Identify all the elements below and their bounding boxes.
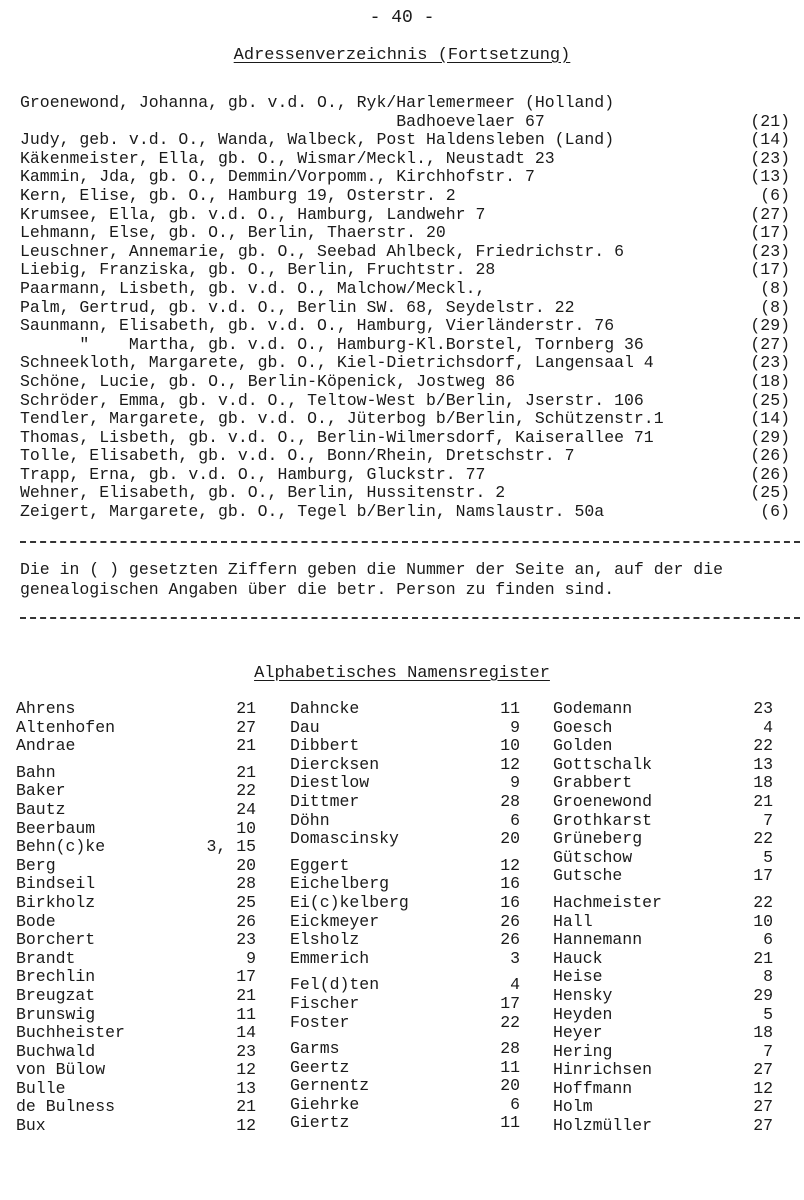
- index-entry: [290, 875, 520, 894]
- index-name: Buchheister: [16, 1023, 125, 1043]
- index-entry: [553, 1117, 773, 1136]
- index-entry: [290, 995, 520, 1014]
- index-entry: [290, 812, 520, 831]
- index-name: Altenhofen: [16, 717, 116, 737]
- index-page-number: 3, 15: [206, 837, 256, 857]
- index-entry: [553, 1024, 773, 1043]
- index-name: von Bülow: [16, 1060, 106, 1080]
- index-entry: [16, 1117, 256, 1136]
- index-name: de Bulness: [16, 1097, 116, 1117]
- address-entry: [20, 373, 800, 392]
- index-page-number: 18: [753, 773, 773, 793]
- address-page-ref: (27): [750, 204, 790, 224]
- address-page-ref: (23): [750, 353, 790, 373]
- index-entry: [553, 793, 773, 812]
- index-page-number: 6: [763, 930, 773, 950]
- index-page-number: 5: [763, 847, 773, 867]
- index-entry: [553, 700, 773, 719]
- index-name: Dittmer: [290, 791, 360, 811]
- index-entry: [16, 700, 256, 719]
- index-entry: [16, 764, 256, 783]
- divider-top: [20, 541, 800, 543]
- index-name: Goesch: [553, 717, 613, 737]
- index-page-number: 26: [500, 911, 520, 931]
- index-name: Hannemann: [553, 930, 643, 950]
- address-entry: [20, 503, 800, 522]
- index-page-number: 20: [500, 1076, 520, 1096]
- index-page-number: 13: [236, 1078, 256, 1098]
- index-entry: [290, 1077, 520, 1096]
- index-page-number: 21: [236, 736, 256, 756]
- index-name: Ahrens: [16, 699, 76, 718]
- index-name: Gütschow: [553, 847, 633, 867]
- index-entry: [553, 1098, 773, 1117]
- index-entry: [553, 830, 773, 849]
- address-entry: [20, 94, 800, 113]
- address-text: Judy, geb. v.d. O., Wanda, Walbeck, Post Haldensleben (Land): [20, 130, 615, 150]
- index-name: Hall: [553, 911, 593, 931]
- address-entry: [20, 113, 800, 132]
- address-entry: [20, 447, 800, 466]
- index-entry: [290, 1040, 520, 1059]
- index-page-number: 22: [753, 892, 773, 912]
- index-name: Behn(c)ke: [16, 837, 106, 857]
- index-entry: [290, 913, 520, 932]
- index-page-number: 12: [236, 1116, 256, 1136]
- address-page-ref: (17): [750, 223, 790, 243]
- index-entry: [553, 812, 773, 831]
- index-page-number: 23: [236, 930, 256, 950]
- index-entry: [290, 719, 520, 738]
- address-text: Liebig, Franziska, gb. O., Berlin, Fruchtstr. 28: [20, 260, 496, 280]
- address-text: Leuschner, Annemarie, gb. O., Seebad Ahlbeck, Friedrichstr. 6: [20, 241, 624, 261]
- index-entry: [16, 1061, 256, 1080]
- index-entry: [290, 1114, 520, 1133]
- index-page-number: 11: [500, 699, 520, 718]
- page-number: - 40 -: [369, 8, 435, 28]
- index-entry: [16, 968, 256, 987]
- index-name: Emmerich: [290, 948, 370, 968]
- address-entry: [20, 280, 800, 299]
- index-page-number: 10: [500, 736, 520, 756]
- index-page-number: 21: [236, 762, 256, 782]
- index-page-number: 10: [236, 818, 256, 838]
- address-directory-heading-text: Adressenverzeichnis (Fortsetzung): [233, 46, 571, 65]
- index-name: Garms: [290, 1039, 340, 1059]
- address-text: Tendler, Margarete, gb. v.d. O., Jüterbog b/Berlin, Schützenstr.1: [20, 409, 664, 429]
- index-entry: [553, 894, 773, 913]
- index-entry: [553, 774, 773, 793]
- address-text: Trapp, Erna, gb. v.d. O., Hamburg, Gluckstr. 77: [20, 464, 486, 484]
- index-name: Eichelberg: [290, 874, 390, 894]
- index-page-number: 29: [753, 985, 773, 1005]
- index-entry: [16, 875, 256, 894]
- index-page-number: 6: [510, 810, 520, 830]
- index-entry: [290, 737, 520, 756]
- address-entry: [20, 484, 800, 503]
- index-page-number: 22: [753, 736, 773, 756]
- index-entry: [553, 1080, 773, 1099]
- index-entry: [290, 976, 520, 995]
- index-entry: [16, 719, 256, 738]
- index-name: Breugzat: [16, 985, 96, 1005]
- index-name: Birkholz: [16, 892, 96, 912]
- address-page-ref: (14): [750, 130, 790, 150]
- name-index-heading-text: Alphabetisches Namensregister: [254, 664, 550, 683]
- index-name: Gutsche: [553, 866, 623, 886]
- address-page-ref: (26): [750, 446, 790, 466]
- index-name: Golden: [553, 736, 613, 756]
- index-page-number: 11: [500, 1113, 520, 1133]
- index-entry: [290, 756, 520, 775]
- index-page-number: 12: [500, 754, 520, 774]
- index-name: Buchwald: [16, 1041, 96, 1061]
- index-entry: [16, 838, 256, 857]
- address-page-ref: (13): [750, 167, 790, 187]
- index-entry: [16, 950, 256, 969]
- index-name: Heise: [553, 967, 603, 987]
- index-page-number: 21: [753, 948, 773, 968]
- address-text: Schöne, Lucie, gb. O., Berlin-Köpenick, Jostweg 86: [20, 371, 516, 391]
- index-page-number: 18: [753, 1023, 773, 1043]
- address-page-ref: (8): [760, 297, 790, 317]
- index-page-number: 6: [510, 1094, 520, 1114]
- index-name: Brandt: [16, 948, 76, 968]
- name-index-heading: [0, 664, 804, 683]
- index-page-number: 24: [236, 799, 256, 819]
- address-text: Schröder, Emma, gb. v.d. O., Teltow-West b/Berlin, Jserstr. 106: [20, 390, 644, 410]
- index-entry: [16, 1098, 256, 1117]
- address-page-ref: (6): [760, 502, 790, 522]
- index-page-number: 11: [500, 1057, 520, 1077]
- index-name: Ei(c)kelberg: [290, 892, 409, 912]
- index-page-number: 4: [763, 717, 773, 737]
- index-page-number: 21: [236, 699, 256, 718]
- index-name: Holzmüller: [553, 1116, 653, 1136]
- index-page-number: 5: [763, 1004, 773, 1024]
- index-name: Dibbert: [290, 736, 360, 756]
- index-entry: [16, 782, 256, 801]
- index-entry: [16, 913, 256, 932]
- index-name: Holm: [553, 1097, 593, 1117]
- index-entry: [290, 931, 520, 950]
- index-name: Berg: [16, 855, 56, 875]
- index-entry: [553, 719, 773, 738]
- index-entry: [553, 737, 773, 756]
- address-text: Tolle, Elisabeth, gb. v.d. O., Bonn/Rhein, Dretschstr. 7: [20, 446, 575, 466]
- address-directory-heading: [0, 46, 804, 65]
- index-page-number: 17: [236, 967, 256, 987]
- index-name: Domascinsky: [290, 829, 399, 849]
- address-text: Thomas, Lisbeth, gb. v.d. O., Berlin-Wilmersdorf, Kaiserallee 71: [20, 427, 654, 447]
- index-page-number: 21: [236, 1097, 256, 1117]
- index-name: Diestlow: [290, 773, 370, 793]
- index-name: Bux: [16, 1116, 46, 1136]
- index-page-number: 12: [500, 855, 520, 875]
- index-entry: [553, 1006, 773, 1025]
- index-name: Heyer: [553, 1023, 603, 1043]
- address-page-ref: (27): [750, 334, 790, 354]
- index-entry: [553, 756, 773, 775]
- index-entry: [16, 801, 256, 820]
- index-page-number: 4: [510, 975, 520, 995]
- index-entry: [553, 931, 773, 950]
- address-entry: [20, 410, 800, 429]
- divider-bottom: [20, 617, 800, 619]
- index-page-number: 7: [763, 810, 773, 830]
- address-page-ref: (23): [750, 241, 790, 261]
- index-entry: [16, 987, 256, 1006]
- index-name: Hensky: [553, 985, 613, 1005]
- index-page-number: 26: [500, 930, 520, 950]
- address-page-ref: (17): [750, 260, 790, 280]
- index-page-number: 28: [236, 874, 256, 894]
- address-text: Groenewond, Johanna, gb. v.d. O., Ryk/Harlemermeer (Holland): [20, 93, 615, 112]
- address-entry: [20, 187, 800, 206]
- index-name: Hinrichsen: [553, 1060, 653, 1080]
- index-name: Dahncke: [290, 699, 360, 718]
- index-entry: [290, 1096, 520, 1115]
- index-name: Gottschalk: [553, 754, 653, 774]
- index-name: Godemann: [553, 699, 633, 718]
- index-entry: [290, 857, 520, 876]
- index-name: Hoffmann: [553, 1078, 633, 1098]
- index-page-number: 22: [236, 781, 256, 801]
- index-name: Grothkarst: [553, 810, 653, 830]
- address-entry: [20, 299, 800, 318]
- index-name: Elsholz: [290, 930, 360, 950]
- index-name: Hachmeister: [553, 892, 662, 912]
- index-entry: [16, 1080, 256, 1099]
- index-name: Bindseil: [16, 874, 96, 894]
- index-page-number: 14: [236, 1023, 256, 1043]
- address-page-ref: (29): [750, 316, 790, 336]
- index-entry: [553, 987, 773, 1006]
- address-text: Saunmann, Elisabeth, gb. v.d. O., Hamburg, Vierländerstr. 76: [20, 316, 615, 336]
- index-column-2: [290, 700, 520, 1133]
- index-entry: [16, 1006, 256, 1025]
- address-page-ref: (25): [750, 483, 790, 503]
- index-name: Baker: [16, 781, 66, 801]
- index-column-3: [553, 700, 773, 1136]
- index-entry: [290, 1014, 520, 1033]
- index-entry: [16, 820, 256, 839]
- index-entry: [16, 857, 256, 876]
- index-entry: [16, 1024, 256, 1043]
- address-page-ref: (18): [750, 371, 790, 391]
- address-text: Wehner, Elisabeth, gb. O., Berlin, Hussitenstr. 2: [20, 483, 506, 503]
- index-name: Fischer: [290, 993, 360, 1013]
- address-list: [20, 94, 800, 522]
- index-page-number: 20: [500, 829, 520, 849]
- address-text: Paarmann, Lisbeth, gb. v.d. O., Malchow/Meckl.,: [20, 278, 486, 298]
- address-page-ref: (14): [750, 409, 790, 429]
- footnote: Die in ( ) gesetzten Ziffern geben die Nummer der Seite an, auf der die genealogischen Angaben über die betr. Person zu finden sind.: [20, 560, 724, 599]
- index-name: Fel(d)ten: [290, 975, 380, 995]
- index-entry: [553, 867, 773, 886]
- index-name: Bautz: [16, 799, 66, 819]
- index-name: Grüneberg: [553, 829, 643, 849]
- address-text: Kern, Elise, gb. O., Hamburg 19, Osterstr. 2: [20, 185, 456, 205]
- address-page-ref: (8): [760, 278, 790, 298]
- address-entry: [20, 261, 800, 280]
- index-page-number: 23: [236, 1041, 256, 1061]
- index-entry: [290, 1059, 520, 1078]
- index-page-number: 9: [510, 717, 520, 737]
- index-name: Gernentz: [290, 1076, 370, 1096]
- index-entry: [290, 830, 520, 849]
- index-page-number: 27: [753, 1060, 773, 1080]
- index-page-number: 20: [236, 855, 256, 875]
- index-page-number: 7: [763, 1041, 773, 1061]
- index-name: Diercksen: [290, 754, 380, 774]
- address-text: Lehmann, Else, gb. O., Berlin, Thaerstr. 20: [20, 223, 446, 243]
- index-name: Brechlin: [16, 967, 96, 987]
- index-entry: [553, 913, 773, 932]
- index-name: Brunswig: [16, 1004, 96, 1024]
- index-page-number: 22: [500, 1012, 520, 1032]
- index-page-number: 26: [236, 911, 256, 931]
- index-page-number: 13: [753, 754, 773, 774]
- index-page-number: 27: [236, 717, 256, 737]
- index-page-number: 16: [500, 892, 520, 912]
- address-entry: [20, 317, 800, 336]
- index-page-number: 16: [500, 874, 520, 894]
- address-page-ref: (29): [750, 427, 790, 447]
- index-page-number: 3: [510, 948, 520, 968]
- index-name: Hering: [553, 1041, 613, 1061]
- index-entry: [290, 700, 520, 719]
- index-entry: [553, 950, 773, 969]
- index-entry: [290, 894, 520, 913]
- index-page-number: 9: [510, 773, 520, 793]
- address-page-ref: (21): [750, 111, 790, 131]
- index-name: Bahn: [16, 762, 56, 782]
- address-entry: [20, 131, 800, 150]
- index-page-number: 25: [236, 892, 256, 912]
- address-page-ref: (25): [750, 390, 790, 410]
- index-name: Giertz: [290, 1113, 350, 1133]
- index-entry: [553, 1061, 773, 1080]
- address-page-ref: (26): [750, 464, 790, 484]
- index-name: Eggert: [290, 855, 350, 875]
- index-name: Giehrke: [290, 1094, 360, 1114]
- index-name: Groenewond: [553, 791, 653, 811]
- index-page-number: 17: [753, 866, 773, 886]
- address-text: Zeigert, Margarete, gb. O., Tegel b/Berlin, Namslaustr. 50a: [20, 502, 605, 522]
- address-entry: [20, 336, 800, 355]
- address-entry: [20, 206, 800, 225]
- index-name: Eickmeyer: [290, 911, 380, 931]
- index-page-number: 23: [753, 699, 773, 718]
- index-entry: [290, 950, 520, 969]
- address-text: Palm, Gertrud, gb. v.d. O., Berlin SW. 68, Seydelstr. 22: [20, 297, 575, 317]
- address-text: Kammin, Jda, gb. O., Demmin/Vorpomm., Kirchhofstr. 7: [20, 167, 535, 187]
- address-entry: [20, 150, 800, 169]
- index-entry: [553, 1043, 773, 1062]
- index-name: Bode: [16, 911, 56, 931]
- index-entry: [290, 774, 520, 793]
- index-entry: [16, 931, 256, 950]
- address-entry: [20, 392, 800, 411]
- index-name: Hauck: [553, 948, 603, 968]
- index-page-number: 28: [500, 1039, 520, 1059]
- address-entry: [20, 168, 800, 187]
- index-page-number: 17: [500, 993, 520, 1013]
- address-page-ref: (6): [760, 185, 790, 205]
- index-page-number: 27: [753, 1097, 773, 1117]
- address-entry: [20, 243, 800, 262]
- index-page-number: 12: [753, 1078, 773, 1098]
- index-name: Heyden: [553, 1004, 613, 1024]
- index-page-number: 10: [753, 911, 773, 931]
- address-entry: [20, 466, 800, 485]
- index-name: Andrae: [16, 736, 76, 756]
- address-text: Badhoevelaer 67: [20, 111, 545, 131]
- index-entry: [16, 737, 256, 756]
- index-entry: [16, 1043, 256, 1062]
- index-name: Dau: [290, 717, 320, 737]
- index-name: Foster: [290, 1012, 350, 1032]
- address-entry: [20, 224, 800, 243]
- index-column-1: [16, 700, 256, 1136]
- index-page-number: 21: [236, 985, 256, 1005]
- index-page-number: 27: [753, 1116, 773, 1136]
- index-page-number: 11: [236, 1004, 256, 1024]
- index-page-number: 22: [753, 829, 773, 849]
- address-entry: [20, 354, 800, 373]
- index-entry: [290, 793, 520, 812]
- address-text: " Martha, gb. v.d. O., Hamburg-Kl.Borstel, Tornberg 36: [20, 334, 644, 354]
- index-name: Borchert: [16, 930, 96, 950]
- index-name: Geertz: [290, 1057, 350, 1077]
- index-name: Bulle: [16, 1078, 66, 1098]
- index-page-number: 21: [753, 791, 773, 811]
- index-page-number: 28: [500, 791, 520, 811]
- index-entry: [553, 849, 773, 868]
- address-entry: [20, 429, 800, 448]
- index-entry: [553, 968, 773, 987]
- address-page-ref: (23): [750, 148, 790, 168]
- index-name: Grabbert: [553, 773, 633, 793]
- index-page-number: 8: [763, 967, 773, 987]
- index-page-number: 12: [236, 1060, 256, 1080]
- index-name: Döhn: [290, 810, 330, 830]
- address-text: Käkenmeister, Ella, gb. O., Wismar/Meckl., Neustadt 23: [20, 148, 555, 168]
- address-text: Schneekloth, Margarete, gb. O., Kiel-Dietrichsdorf, Langensaal 4: [20, 353, 654, 373]
- address-text: Krumsee, Ella, gb. v.d. O., Hamburg, Landwehr 7: [20, 204, 486, 224]
- index-page-number: 9: [246, 948, 256, 968]
- index-name: Beerbaum: [16, 818, 96, 838]
- index-entry: [16, 894, 256, 913]
